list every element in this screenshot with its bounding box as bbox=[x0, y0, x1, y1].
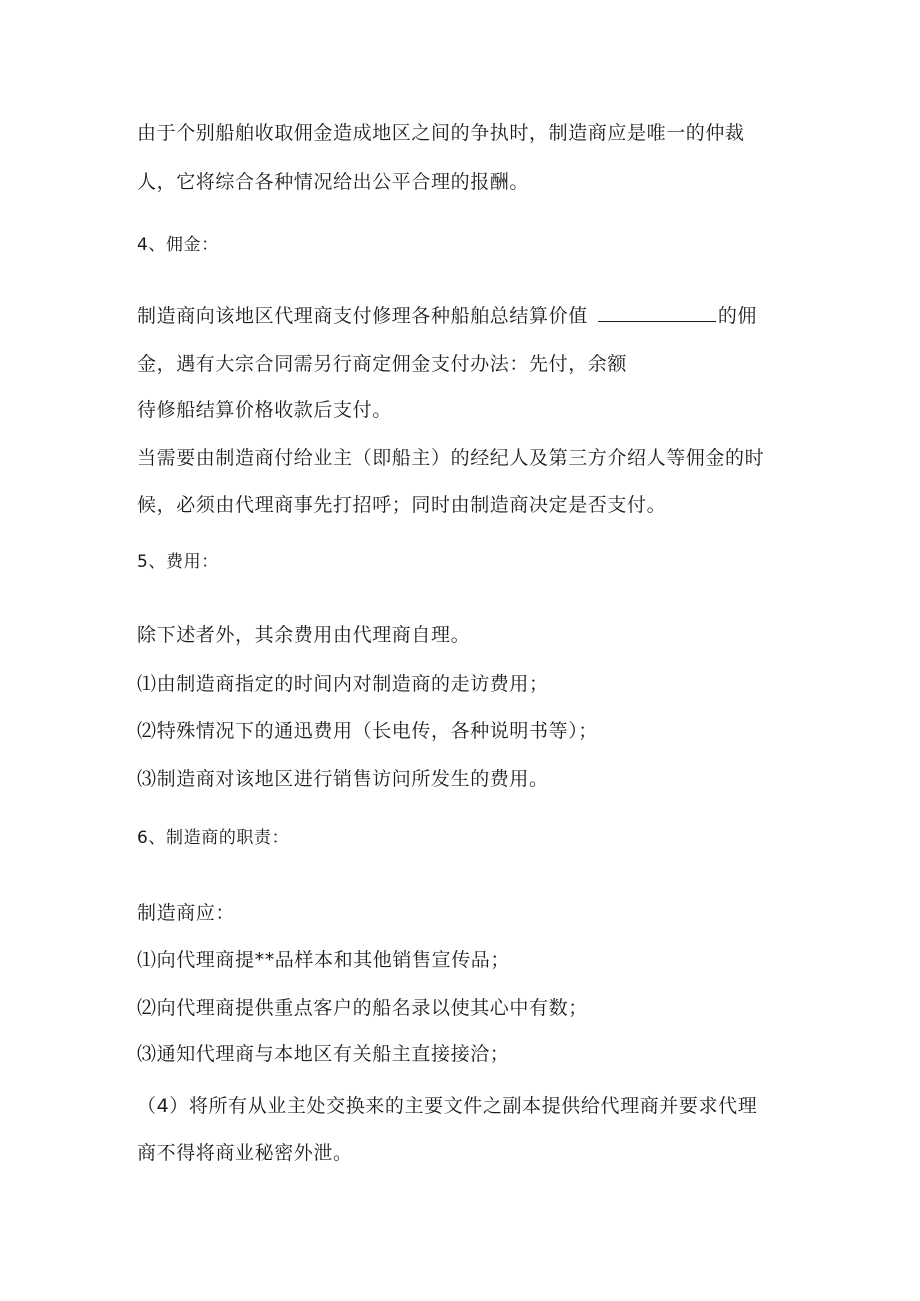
list-item: ⑶通知代理商与本地区有关船主直接接洽； bbox=[137, 1043, 510, 1065]
list-item: ⑴由制造商指定的时间内对制造商的走访费用； bbox=[137, 673, 549, 695]
list-item: ⑴向代理商提**品样本和其他销售宣传品； bbox=[137, 949, 511, 971]
paragraph-line: 商不得将商业秘密外泄。 bbox=[137, 1142, 353, 1164]
section-heading-commission: 4、佣金： bbox=[137, 235, 219, 255]
paragraph-line: 当需要由制造商付给业主（即船主）的经纪人及第三方介绍人等佣金的时 bbox=[137, 447, 765, 469]
paragraph-line: 由于个别船舶收取佣金造成地区之间的争执时，制造商应是唯一的仲裁 bbox=[137, 122, 745, 144]
paragraph-line: 金，遇有大宗合同需另行商定佣金支付办法：先付，余额 bbox=[137, 353, 628, 375]
commission-text-after: 的佣 bbox=[717, 305, 758, 327]
commission-line bbox=[137, 304, 757, 328]
paragraph-line: 除下述者外，其余费用由代理商自理。 bbox=[137, 624, 471, 646]
paragraph-line: 制造商应： bbox=[137, 902, 236, 924]
commission-text-before: 制造商向该地区代理商支付修理各种船舶总结算价值 bbox=[137, 305, 588, 327]
list-item: ⑶制造商对该地区进行销售访问所发生的费用。 bbox=[137, 768, 549, 790]
paragraph-line: 候，必须由代理商事先打招呼；同时由制造商决定是否支付。 bbox=[137, 494, 667, 516]
list-item: （4）将所有从业主处交换来的主要文件之副本提供给代理商并要求代理 bbox=[137, 1095, 758, 1117]
section-heading-manufacturer-duties: 6、制造商的职责： bbox=[137, 828, 290, 848]
list-item: ⑵向代理商提供重点客户的船名录以使其心中有数； bbox=[137, 997, 588, 1019]
section-heading-expenses: 5、费用： bbox=[137, 552, 219, 572]
list-item: ⑵特殊情况下的通迅费用（长电传，各种说明书等）； bbox=[137, 720, 598, 742]
paragraph-line: 人，它将综合各种情况给出公平合理的报酬。 bbox=[137, 171, 530, 193]
fill-in-blank[interactable] bbox=[598, 305, 716, 322]
paragraph-line: 待修船结算价格收款后支付。 bbox=[137, 399, 392, 421]
